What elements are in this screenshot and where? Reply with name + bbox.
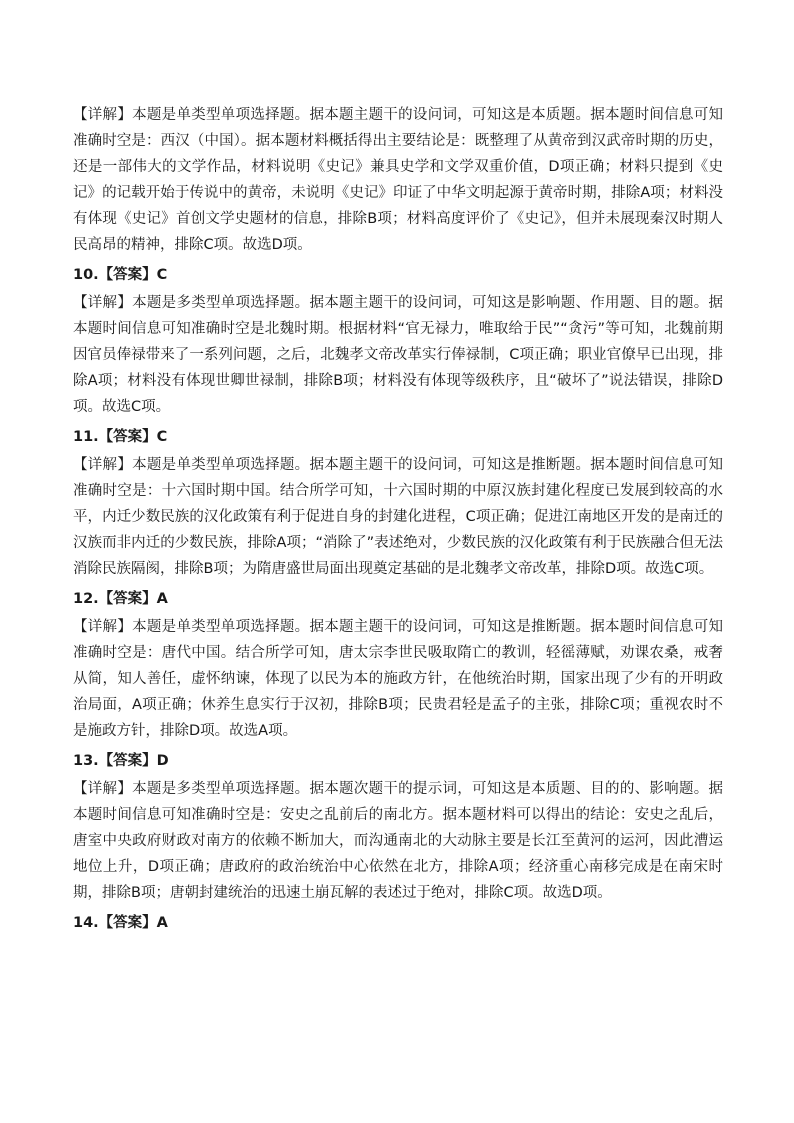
- detail-paragraph-10: 【详解】本题是多类型单项选择题。据本题主题干的设问词，可知这是影响题、作用题、目的题。据本题时间信息可知准确时空是北魏时期。根据材料“官无禄力，唯取给于民”“贪污”等可知，北魏前期因官员俸禄带来了一系列问题，之后，北魏孝文帝改革实行俸禄制，C项正确；职业官僚早已出现，排除A项；材料没有体现世卿世禄制，排除B项；材料没有体现等级秩序，且“破坏了”说法错误，排除D项。故选C项。: [73, 295, 723, 415]
- detail-paragraph-12: 【详解】本题是单类型单项选择题。据本题主题干的设问词，可知这是推断题。据本题时间信息可知准确时空是：唐代中国。结合所学可知，唐太宗李世民吸取隋亡的教训，轻徭薄赋，劝课农桑，戒奢从简，知人善任，虚怀纳谏，体现了以民为本的施政方针，在他统治时期，国家出现了少有的开明政治局面，A项正确；休养生息实行于汉初，排除B项；民贵君轻是孟子的主张，排除C项；重视农时不是施政方针，排除D项。故选A项。: [73, 619, 723, 739]
- answer-heading-14: 14.【答案】A: [73, 915, 168, 931]
- answer-heading-12: 12.【答案】A: [73, 591, 168, 607]
- answer-heading-10: 10.【答案】C: [73, 267, 168, 283]
- detail-paragraph-13: 【详解】本题是多类型单项选择题。据本题次题干的提示词，可知这是本质题、目的的、影响题。据本题时间信息可知准确时空是：安史之乱前后的南北方。据本题材料可以得出的结论：安史之乱后，唐室中央政府财政对南方的依赖不断加大，而沟通南北的大动脉主要是长江至黄河的运河，因此漕运地位上升，D项正确；唐政府的政治统治中心依然在北方，排除A项；经济重心南移完成是在南宋时期，排除B项；唐朝封建统治的迅速土崩瓦解的表述过于绝对，排除C项。故选D项。: [73, 781, 723, 901]
- answer-heading-13: 13.【答案】D: [73, 753, 169, 769]
- detail-paragraph-11: 【详解】本题是单类型单项选择题。据本题主题干的设问词，可知这是推断题。据本题时间信息可知准确时空是：十六国时期中国。结合所学可知，十六国时期的中原汉族封建化程度已发展到较高的水平，内迁少数民族的汉化政策有利于促进自身的封建化进程，C项正确；促进江南地区开发的是南迁的汉族而非内迁的少数民族，排除A项；“消除了”表述绝对，少数民族的汉化政策有利于民族融合但无法消除民族隔阂，排除B项；为隋唐盛世局面出现奠定基础的是北魏孝文帝改革，排除D项。故选C项。: [73, 457, 723, 577]
- answer-document: [73, 102, 723, 938]
- answer-heading-11: 11.【答案】C: [73, 429, 168, 445]
- detail-paragraph-9: 【详解】本题是单类型单项选择题。据本题主题干的设问词，可知这是本质题。据本题时间信息可知准确时空是：西汉（中国）。据本题材料概括得出主要结论是：既整理了从黄帝到汉武帝时期的历史，还是一部伟大的文学作品，材料说明《史记》兼具史学和文学双重价值，D项正确；材料只提到《史记》的记载开始于传说中的黄帝，未说明《史记》印证了中华文明起源于黄帝时期，排除A项；材料没有体现《史记》首创文学史题材的信息，排除B项；材料高度评价了《史记》，但并未展现秦汉时期人民高昂的精神，排除C项。故选D项。: [73, 107, 723, 253]
